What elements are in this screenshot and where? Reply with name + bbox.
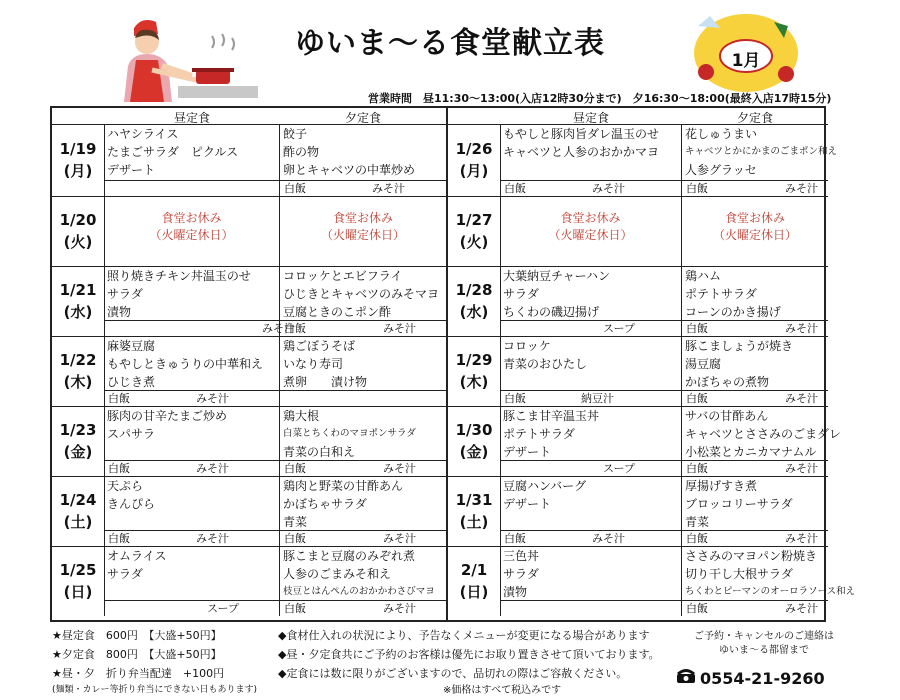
day-row (52, 476, 446, 547)
menu-item: たまごサラダ ピクルス (107, 145, 239, 159)
menu-item: ハヤシライス (107, 127, 179, 141)
menu-item: コーンのかき揚げ (685, 305, 781, 319)
menu-item: 青菜 (283, 515, 308, 529)
menu-item: もやしと豚肉旨ダレ温玉のせ (503, 127, 660, 141)
lunch-cell (500, 406, 682, 476)
dinner-cell (280, 406, 446, 476)
side-dishes: 白飯 みそ汁 (280, 600, 446, 616)
closed-sub: （火曜定休日） (712, 228, 797, 242)
closed-notice (280, 210, 446, 244)
side-dishes: 白飯 みそ汁 (280, 460, 446, 476)
lunch-cell (500, 546, 682, 616)
lunch-cell (500, 266, 682, 336)
closed-text: 食堂お休み (560, 211, 621, 225)
menu-item: 鶏ハム (685, 269, 722, 283)
menu-item: ささみのマヨパン粉焼き (685, 549, 818, 563)
menu-item: サバの甘酢あん (685, 409, 769, 423)
menu-item: 天ぷら (107, 479, 144, 493)
side-dishes (104, 180, 279, 196)
closed-text: 食堂お休み (161, 211, 222, 225)
menu-item: 枝豆とはんぺんのおかかわさびマヨ (283, 586, 435, 597)
day-weekday: (金) (459, 443, 489, 461)
day-row (448, 336, 828, 407)
day-label (52, 124, 105, 196)
day-weekday: (金) (63, 443, 93, 461)
side-dishes: 白飯 みそ汁 (682, 460, 828, 476)
notice-item: ◆昼・夕定食共にご予約のお客様は優先にお取り置きさせて頂いております。 (278, 648, 660, 661)
menu-item: 青菜の白和え (283, 445, 356, 459)
menu-item: 豆腐ときのこポン酢 (283, 305, 392, 319)
menu-item: サラダ (503, 287, 539, 301)
contact-line: ゆいま〜る都留まで (719, 645, 809, 656)
menu-item: 酢の物 (283, 145, 320, 159)
menu-item: 鶏大根 (283, 409, 320, 423)
day-label (52, 476, 105, 546)
side-dishes: 白飯 みそ汁 (104, 390, 279, 406)
lunch-cell (104, 546, 280, 616)
day-weekday: (木) (63, 373, 93, 391)
menu-item: 麻婆豆腐 (107, 339, 156, 353)
side-dishes: スープ (500, 320, 681, 336)
day-date: 1/28 (455, 281, 493, 299)
phone-icon (676, 668, 696, 688)
closed-sub: （火曜定休日） (320, 228, 405, 242)
menu-item: 大葉納豆チャーハン (503, 269, 611, 283)
dinner-cell (682, 266, 828, 336)
price-item: ★昼・夕 折り弁当配達 +100円 (52, 667, 225, 680)
menu-item: 豚肉の甘辛たまご炒め (107, 409, 228, 423)
menu-item: 青菜のおひたし (503, 357, 588, 371)
menu-item: 豚こまと豆腐のみぞれ煮 (283, 549, 416, 563)
contact-line: ご予約・キャンセルのご連絡は (694, 631, 834, 642)
menu-item: サラダ (503, 567, 539, 581)
dinner-header: 夕定食 (736, 111, 773, 125)
side-dishes: 白飯 みそ汁 (500, 180, 681, 196)
side-dishes: 白飯 みそ汁 (280, 320, 446, 336)
lunch-header: 昼定食 (572, 111, 609, 125)
notice-item: ◆定食には数に限りがございますので、品切れの際はご容赦ください。 (278, 667, 628, 680)
menu-item: ちくわの磯辺揚げ (503, 305, 600, 319)
closed-notice (104, 210, 279, 244)
menu-item: 青菜 (685, 515, 710, 529)
menu-item: きんぴら (107, 497, 156, 511)
menu-item: デザート (503, 497, 552, 511)
day-row (52, 546, 446, 616)
menu-item: 豆腐ハンバーグ (503, 479, 587, 493)
day-date: 1/23 (59, 421, 97, 439)
menu-item: 豚こましょうが焼き (685, 339, 794, 353)
day-label (448, 196, 501, 266)
menu-item: 豚こま甘辛温玉丼 (503, 409, 600, 423)
day-label (448, 266, 501, 336)
day-weekday: (火) (459, 233, 489, 251)
day-label (448, 546, 501, 616)
menu-item: キャベツと人参のおかかマヨ (503, 145, 660, 159)
side-dishes (280, 390, 446, 406)
lunch-cell (104, 266, 295, 336)
day-row (448, 406, 842, 477)
dinner-header: 夕定食 (344, 111, 381, 125)
dinner-cell (682, 546, 856, 616)
day-weekday: (日) (459, 583, 489, 601)
dinner-cell (280, 336, 446, 406)
lunch-cell (104, 476, 280, 546)
day-row (52, 124, 446, 197)
menu-item: 白菜とちくわのマヨポンサラダ (283, 428, 416, 439)
side-dishes: みそ汁 (104, 320, 279, 336)
lunch-cell (104, 196, 280, 266)
lunch-cell (500, 476, 682, 546)
dinner-cell (682, 196, 828, 266)
menu-item: ひじき煮 (107, 375, 156, 389)
menu-item: 人参グラッセ (685, 163, 757, 177)
day-label (448, 476, 501, 546)
day-date: 1/19 (59, 140, 97, 158)
menu-item: 人参のごまみそ和え (283, 567, 392, 581)
side-dishes (500, 600, 681, 616)
day-date: 2/1 (460, 561, 488, 579)
lunch-cell (500, 124, 682, 196)
day-date: 1/26 (455, 140, 493, 158)
day-weekday: (月) (459, 162, 489, 180)
side-dishes: スープ (500, 460, 681, 476)
side-dishes: 白飯 納豆汁 (500, 390, 681, 406)
menu-item: キャベツとささみのごまダレ (685, 427, 842, 441)
menu-item: 漬物 (503, 585, 528, 599)
closed-notice (500, 210, 681, 244)
day-date: 1/24 (59, 491, 97, 509)
page-title: ゆいま〜る食堂献立表 (295, 26, 605, 61)
day-date: 1/25 (59, 561, 97, 579)
side-dishes: 白飯 みそ汁 (682, 530, 828, 546)
menu-item: 花しゅうまい (685, 127, 758, 141)
day-weekday: (火) (63, 233, 93, 251)
menu-item: 鶏ごぼうそば (283, 339, 356, 353)
menu-item: かぼちゃサラダ (283, 497, 367, 511)
dinner-cell (280, 124, 446, 196)
dinner-cell (280, 546, 446, 616)
phone-text: 0554-21-9260 (700, 668, 825, 688)
menu-item: 三色丼 (503, 549, 540, 563)
menu-item: デザート (503, 445, 552, 459)
day-row (52, 406, 446, 477)
day-label (448, 406, 501, 476)
side-dishes: 白飯 みそ汁 (500, 530, 681, 546)
side-dishes: スープ (104, 600, 279, 616)
menu-right-half (446, 108, 856, 620)
menu-item: オムライス (107, 549, 167, 563)
day-weekday: (土) (63, 513, 93, 531)
lunch-cell (104, 406, 280, 476)
lunch-cell (104, 336, 280, 406)
day-row (448, 476, 828, 547)
lunch-cell (500, 196, 682, 266)
side-dishes: 白飯 みそ汁 (104, 530, 279, 546)
day-date: 1/21 (59, 281, 97, 299)
menu-item: 卵とキャベツの中華炒め (283, 163, 416, 177)
closed-text: 食堂お休み (724, 211, 785, 225)
menu-item: 鶏肉と野菜の甘酢あん (283, 479, 404, 493)
day-weekday: (月) (63, 162, 93, 180)
day-label (52, 266, 105, 336)
menu-header (448, 108, 828, 125)
day-date: 1/27 (455, 211, 493, 229)
side-dishes: 白飯 みそ汁 (682, 390, 828, 406)
menu-item: スパサラ (107, 427, 156, 441)
closed-sub: （火曜定休日） (149, 228, 234, 242)
menu-item: 湯豆腐 (685, 357, 722, 371)
day-label (448, 124, 501, 196)
day-weekday: (土) (459, 513, 489, 531)
phone-number[interactable] (676, 668, 825, 688)
side-dishes: 白飯 みそ汁 (280, 530, 446, 546)
price-item: ★夕定食 800円 【大盛+50円】 (52, 648, 222, 661)
menu-item: サラダ (107, 567, 143, 581)
dinner-cell (682, 406, 842, 476)
closed-text: 食堂お休み (332, 211, 393, 225)
day-weekday: (水) (459, 303, 489, 321)
dinner-cell (682, 124, 838, 196)
contact-text (694, 630, 834, 658)
menu-item: コロッケ (503, 339, 551, 353)
lunch-header: 昼定食 (173, 111, 210, 125)
menu-header (52, 108, 446, 125)
day-row (52, 266, 446, 337)
menu-left-half (52, 108, 446, 620)
side-dishes: 白飯 みそ汁 (104, 460, 279, 476)
day-date: 1/30 (455, 421, 493, 439)
day-label (448, 336, 501, 406)
menu-item: 切り干し大根サラダ (685, 567, 793, 581)
day-row (448, 266, 828, 337)
day-date: 1/20 (59, 211, 97, 229)
notice-item: ◆食材仕入れの状況により、予告なくメニューが変更になる場合があります (278, 629, 650, 642)
day-weekday: (日) (63, 583, 93, 601)
day-weekday: (木) (459, 373, 489, 391)
dinner-cell (280, 266, 446, 336)
menu-item: ちくわとピーマンのオーロラソース和え (685, 586, 856, 597)
dinner-cell (682, 336, 828, 406)
dinner-cell (280, 196, 446, 266)
day-row (52, 196, 446, 267)
menu-item: いなり寿司 (283, 357, 344, 371)
side-dishes: 白飯 みそ汁 (682, 600, 828, 616)
menu-item: かぼちゃの煮物 (685, 375, 770, 389)
day-date: 1/31 (455, 491, 493, 509)
day-label (52, 196, 105, 266)
day-label (52, 336, 105, 406)
price-item: ★昼定食 600円 【大盛+50円】 (52, 629, 222, 642)
day-label (52, 406, 105, 476)
menu-item: 照り焼きチキン丼温玉のせ (107, 269, 251, 283)
side-dishes: 白飯 みそ汁 (682, 180, 828, 196)
menu-item: ポテトサラダ (503, 427, 575, 441)
business-hours: 営業時間 昼11:30～13:00(入店12時30分まで) 夕16:30～18:00(最終入店17時15分) (368, 92, 832, 105)
side-dishes: 白飯 みそ汁 (280, 180, 446, 196)
new-year-daruma-icon (692, 12, 800, 94)
menu-item: 餃子 (283, 127, 308, 141)
menu-item: ポテトサラダ (685, 287, 757, 301)
closed-sub: （火曜定休日） (548, 228, 633, 242)
price-list (52, 626, 257, 697)
menu-item: 小松菜とカニカマナムル (685, 445, 817, 459)
month-badge: 1月 (731, 51, 761, 71)
day-row (448, 196, 828, 267)
menu-item: 漬物 (107, 305, 132, 319)
menu-item: ブロッコリーサラダ (685, 497, 793, 511)
tax-note: ※価格はすべて税込みです (443, 685, 562, 696)
side-dishes: 白飯 みそ汁 (682, 320, 828, 336)
menu-table (50, 106, 856, 622)
menu-item: キャベツとかにかまのごまポン和え (685, 146, 838, 157)
menu-item: サラダ (107, 287, 143, 301)
dinner-cell (682, 476, 828, 546)
day-row (448, 124, 838, 197)
day-row (448, 546, 856, 616)
price-note: (麺類・カレー等折り弁当にできない日もあります) (52, 685, 258, 695)
day-weekday: (水) (63, 303, 93, 321)
dinner-cell (280, 476, 446, 546)
day-row (52, 336, 446, 407)
lunch-cell (500, 336, 682, 406)
menu-item: デザート (107, 163, 156, 177)
menu-item: 厚揚げすき煮 (685, 479, 758, 493)
notice-list (278, 626, 660, 683)
menu-item: ひじきとキャベツのみそマヨ (283, 287, 440, 301)
lunch-cell (104, 124, 280, 196)
day-date: 1/29 (455, 351, 493, 369)
menu-item: もやしときゅうりの中華和え (107, 357, 264, 371)
day-label (52, 546, 105, 616)
day-date: 1/22 (59, 351, 97, 369)
closed-notice (682, 210, 828, 244)
menu-item: コロッケとエビフライ (283, 269, 403, 283)
menu-item: 煮卵 漬け物 (283, 375, 368, 389)
